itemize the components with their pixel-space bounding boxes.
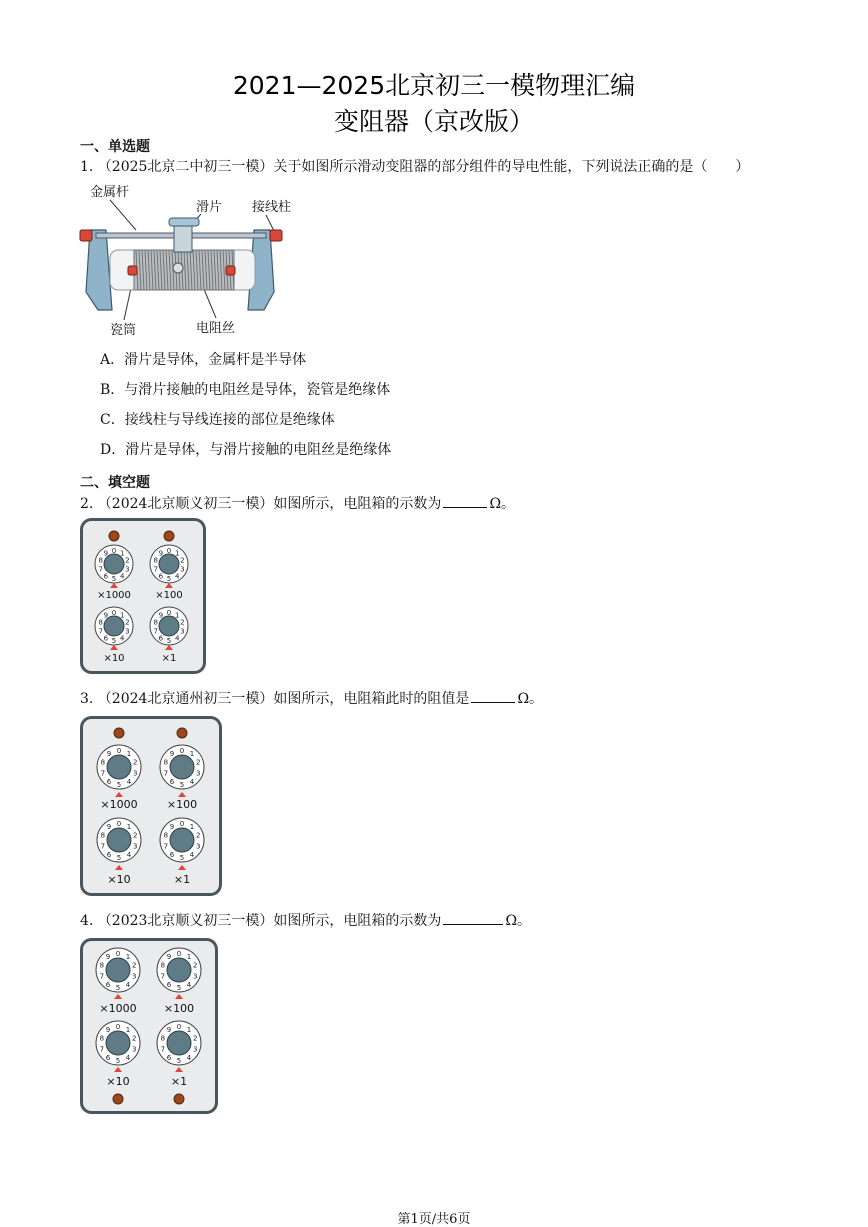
unit-ohm: Ω。 xyxy=(517,691,544,707)
dial-digit: 6 xyxy=(166,980,172,989)
q1-option-d: D．滑片是导体，与滑片接触的电阻丝是绝缘体 xyxy=(100,442,392,458)
dial-digit: 2 xyxy=(180,618,185,627)
dial-digit: 1 xyxy=(189,750,195,759)
dial-digit: 9 xyxy=(169,750,175,759)
multiplier-label: ×10 xyxy=(107,873,131,886)
dial-digit: 1 xyxy=(126,750,132,759)
dial-digit: 4 xyxy=(189,777,195,786)
multiplier-label: ×1 xyxy=(161,653,177,664)
dial-digit: 7 xyxy=(98,565,103,574)
question-3-stem xyxy=(80,688,543,708)
dial-digit: 8 xyxy=(153,618,158,627)
dial-digit: 3 xyxy=(131,972,137,981)
dial-digit: 5 xyxy=(115,984,121,992)
section-heading-single-choice: 一、单选题 xyxy=(80,139,150,155)
dial-digit: 5 xyxy=(179,854,185,862)
dial-digit: 1 xyxy=(186,1026,192,1035)
terminal-right xyxy=(270,230,282,241)
dial-digit: 1 xyxy=(174,549,180,558)
dial-digit: 1 xyxy=(126,823,132,832)
dial-digit: 4 xyxy=(119,634,125,643)
dial-digit: 6 xyxy=(105,1053,111,1062)
dial-digit: 3 xyxy=(192,972,198,981)
dial-digit: 1 xyxy=(189,823,195,832)
dial-digit: 6 xyxy=(158,572,164,581)
dial-digit: 9 xyxy=(103,549,109,558)
dial-digit: 0 xyxy=(166,547,172,555)
dial-digit: 0 xyxy=(179,820,185,828)
dial-digit: 8 xyxy=(160,961,166,970)
q1-option-a: A．滑片是导体，金属杆是半导体 xyxy=(100,352,307,368)
dial-digit: 7 xyxy=(98,627,103,636)
dial-digit: 3 xyxy=(195,769,201,778)
answer-blank xyxy=(471,690,515,703)
label-terminal: 接线柱 xyxy=(252,200,292,215)
dial-digit: 7 xyxy=(99,1045,105,1054)
dial-digit: 2 xyxy=(195,831,201,840)
question-2-stem xyxy=(80,493,515,513)
doc-title-line1: 2021—2025北京初三一模物理汇编 xyxy=(232,71,636,100)
dial-digit: 2 xyxy=(125,556,130,565)
dial-digit: 9 xyxy=(166,953,172,962)
label-resistance-wire: 电阻丝 xyxy=(196,321,236,336)
doc-title-line2: 变阻器（京改版） xyxy=(333,107,534,136)
label-slider: 滑片 xyxy=(196,200,223,215)
dial-digit: 2 xyxy=(125,618,130,627)
dial-digit: 2 xyxy=(195,758,201,767)
dial-digit: 2 xyxy=(192,961,198,970)
dial-digit: 1 xyxy=(125,1026,131,1035)
label-ceramic-tube: 瓷筒 xyxy=(110,323,137,338)
dial-digit: 8 xyxy=(163,831,169,840)
dial-digit: 1 xyxy=(125,953,131,962)
dial-digit: 7 xyxy=(100,769,106,778)
dial-digit: 0 xyxy=(116,747,122,755)
dial-digit: 3 xyxy=(125,627,130,636)
dial-digit: 5 xyxy=(111,575,117,583)
dial-digit: 6 xyxy=(169,777,175,786)
q1-option-c: C．接线柱与导线连接的部位是绝缘体 xyxy=(100,412,335,428)
dial-digit: 5 xyxy=(176,1057,182,1065)
dial-digit: 0 xyxy=(179,747,185,755)
section-heading-fill-blank: 二、填空题 xyxy=(80,475,150,491)
resistance-box-q3 xyxy=(80,716,222,896)
dial-digit: 5 xyxy=(176,984,182,992)
dial-digit: 7 xyxy=(160,972,166,981)
dial-digit: 5 xyxy=(111,637,117,645)
dial-digit: 1 xyxy=(119,549,125,558)
dial-digit: 6 xyxy=(169,850,175,859)
dial-digit: 0 xyxy=(111,547,117,555)
question-2-text: 2. （2024北京顺义初三一模）如图所示，电阻箱的示数为 xyxy=(80,496,442,512)
dial-digit: 2 xyxy=(192,1034,198,1043)
dial-thousands xyxy=(97,745,141,811)
dial-digit: 6 xyxy=(158,634,164,643)
dial-digit: 0 xyxy=(166,609,172,617)
dial-digit: 9 xyxy=(103,611,109,620)
dial-digit: 0 xyxy=(176,1023,182,1031)
dial-digit: 3 xyxy=(132,769,138,778)
dial-digit: 2 xyxy=(132,758,138,767)
dial-digit: 3 xyxy=(125,565,130,574)
rheostat-figure xyxy=(76,180,306,342)
multiplier-label: ×1000 xyxy=(100,798,138,811)
question-4-text: 4. （2023北京顺义初三一模）如图所示，电阻箱的示数为 xyxy=(80,913,442,929)
dial-digit: 3 xyxy=(180,565,185,574)
dial-digit: 9 xyxy=(105,1026,111,1035)
dial-digit: 4 xyxy=(125,1053,131,1062)
dial-thousands xyxy=(95,545,133,601)
multiplier-label: ×10 xyxy=(103,653,125,664)
unit-ohm: Ω。 xyxy=(505,913,532,929)
dial-digit: 8 xyxy=(99,1034,105,1043)
dial-digit: 1 xyxy=(186,953,192,962)
dial-digit: 5 xyxy=(116,854,122,862)
question-3-text: 3. （2024北京通州初三一模）如图所示，电阻箱此时的阻值是 xyxy=(80,691,470,707)
dial-digit: 6 xyxy=(166,1053,172,1062)
dial-digit: 3 xyxy=(131,1045,137,1054)
dial-digit: 4 xyxy=(174,572,180,581)
dial-digit: 2 xyxy=(180,556,185,565)
dial-digit: 3 xyxy=(132,842,138,851)
resistance-box-q2 xyxy=(80,518,206,674)
q1-option-b: B．与滑片接触的电阻丝是导体，瓷管是绝缘体 xyxy=(100,382,391,398)
dial-digit: 4 xyxy=(125,980,131,989)
dial-digit: 8 xyxy=(160,1034,166,1043)
answer-blank xyxy=(443,495,487,508)
dial-digit: 8 xyxy=(163,758,169,767)
dial-digit: 7 xyxy=(163,842,169,851)
dial-digit: 9 xyxy=(158,549,164,558)
dial-digit: 4 xyxy=(189,850,195,859)
dial-digit: 5 xyxy=(179,781,185,789)
dial-digit: 2 xyxy=(131,961,137,970)
dial-digit: 5 xyxy=(166,637,172,645)
dial-digit: 0 xyxy=(115,950,121,958)
dial-digit: 7 xyxy=(160,1045,166,1054)
dial-digit: 0 xyxy=(176,950,182,958)
dial-digit: 4 xyxy=(126,777,132,786)
question-4-stem xyxy=(80,910,531,930)
dial-digit: 9 xyxy=(106,750,112,759)
dial-digit: 6 xyxy=(105,980,111,989)
dial-digit: 1 xyxy=(174,611,180,620)
dial-digit: 8 xyxy=(98,618,103,627)
dial-digit: 5 xyxy=(166,575,172,583)
dial-digit: 6 xyxy=(106,850,112,859)
dial-digit: 0 xyxy=(116,820,122,828)
dial-digit: 7 xyxy=(153,627,158,636)
dial-digit: 7 xyxy=(100,842,106,851)
multiplier-label: ×1 xyxy=(173,873,191,886)
dial-digit: 8 xyxy=(98,556,103,565)
dial-digit: 9 xyxy=(166,1026,172,1035)
dial-thousands xyxy=(96,948,140,1015)
dial-digit: 3 xyxy=(180,627,185,636)
dial-digit: 3 xyxy=(192,1045,198,1054)
answer-blank xyxy=(443,912,503,925)
dial-digit: 2 xyxy=(132,831,138,840)
dial-digit: 5 xyxy=(115,1057,121,1065)
multiplier-label: ×100 xyxy=(155,590,183,601)
dial-digit: 1 xyxy=(119,611,125,620)
multiplier-label: ×1000 xyxy=(99,1002,137,1015)
multiplier-label: ×1000 xyxy=(97,590,131,601)
dial-digit: 9 xyxy=(106,823,112,832)
dial-digit: 5 xyxy=(116,781,122,789)
dial-digit: 7 xyxy=(153,565,158,574)
dial-digit: 9 xyxy=(105,953,111,962)
dial-digit: 7 xyxy=(163,769,169,778)
dial-digit: 8 xyxy=(100,758,106,767)
dial-digit: 7 xyxy=(99,972,105,981)
terminal-left xyxy=(80,230,92,241)
multiplier-label: ×100 xyxy=(166,798,198,811)
dial-digit: 4 xyxy=(126,850,132,859)
unit-ohm: Ω。 xyxy=(489,496,516,512)
dial-digit: 4 xyxy=(119,572,125,581)
dial-digit: 3 xyxy=(195,842,201,851)
multiplier-label: ×10 xyxy=(106,1075,130,1088)
dial-digit: 6 xyxy=(103,634,109,643)
dial-hundreds xyxy=(150,545,188,601)
dial-digit: 6 xyxy=(106,777,112,786)
multiplier-label: ×1 xyxy=(170,1075,188,1088)
dial-digit: 9 xyxy=(169,823,175,832)
dial-digit: 0 xyxy=(115,1023,121,1031)
dial-digit: 0 xyxy=(111,609,117,617)
dial-digit: 4 xyxy=(186,980,192,989)
resistance-box-q4 xyxy=(80,938,218,1114)
question-1-stem: 1. （2025北京二中初三一模）关于如图所示滑动变阻器的部分组件的导电性能，下列说法正确的是（ ） xyxy=(80,159,750,175)
dial-digit: 8 xyxy=(99,961,105,970)
multiplier-label: ×100 xyxy=(163,1002,195,1015)
dial-digit: 6 xyxy=(103,572,109,581)
dial-digit: 4 xyxy=(174,634,180,643)
coil-windings xyxy=(134,250,234,290)
page-footer: 第1页/共6页 xyxy=(397,1212,471,1227)
dial-digit: 8 xyxy=(100,831,106,840)
dial-digit: 2 xyxy=(131,1034,137,1043)
label-metal-rod: 金属杆 xyxy=(90,185,130,200)
dial-digit: 8 xyxy=(153,556,158,565)
dial-digit: 9 xyxy=(158,611,164,620)
dial-digit: 4 xyxy=(186,1053,192,1062)
